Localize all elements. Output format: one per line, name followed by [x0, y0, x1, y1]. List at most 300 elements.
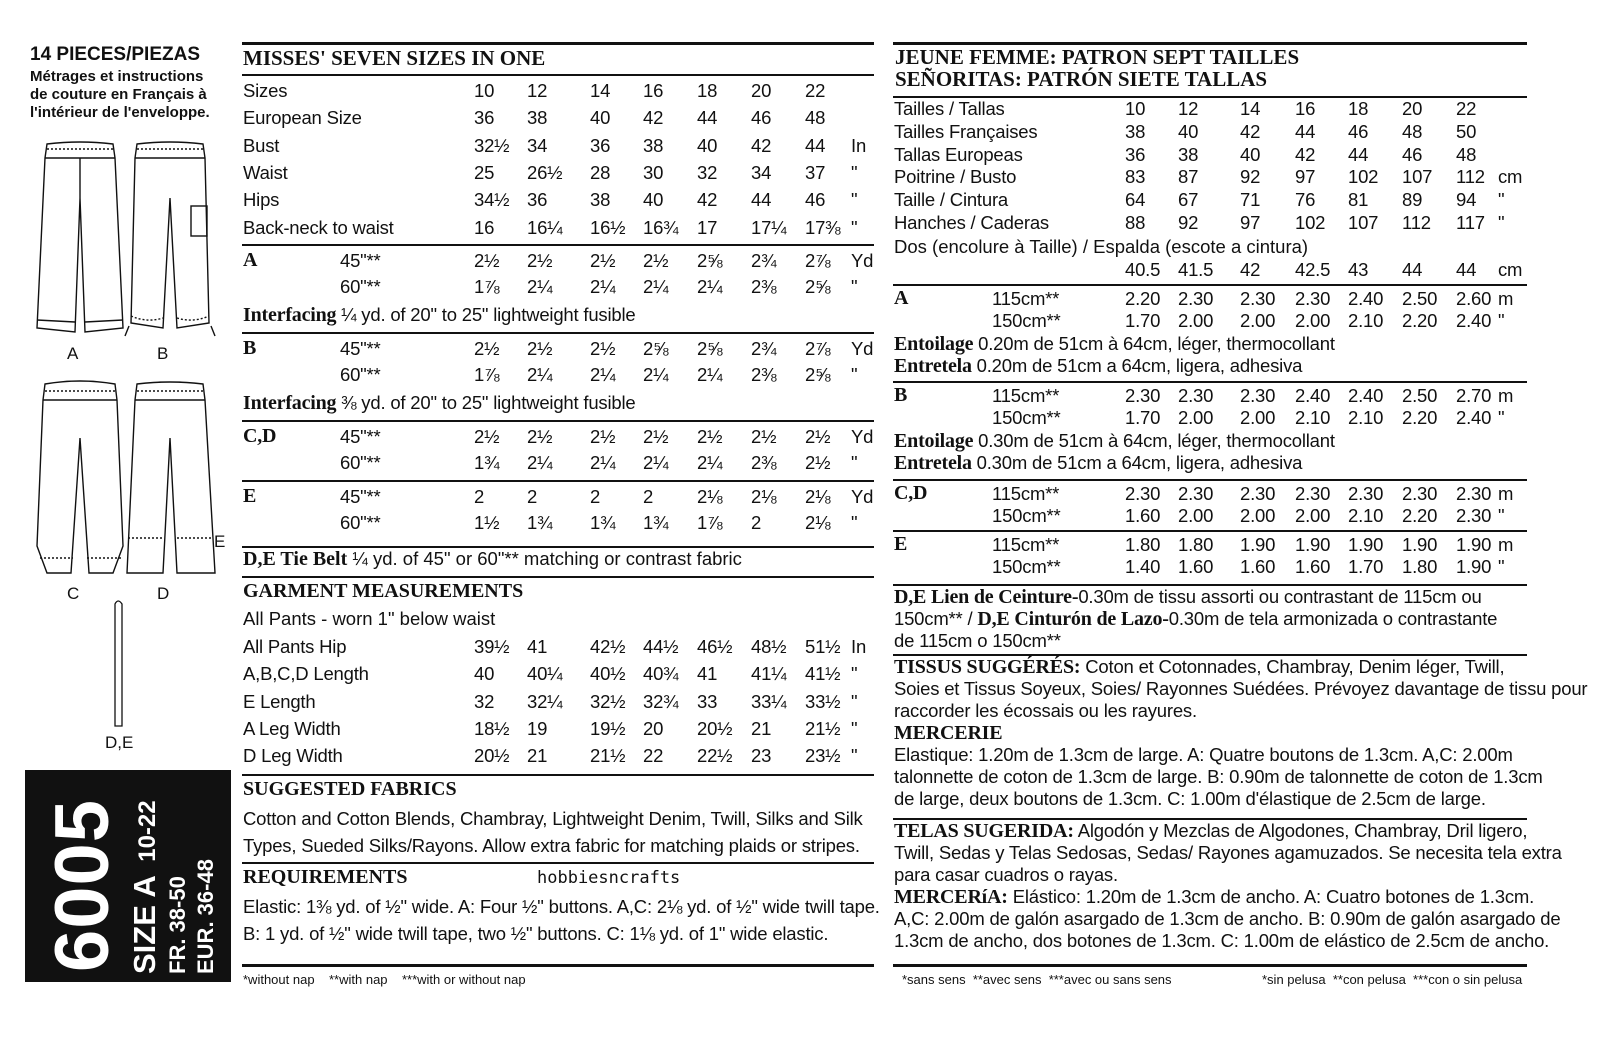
cell-value: 2⅜: [751, 364, 777, 385]
unit: Yd: [851, 486, 874, 507]
cell-value: 2⅞: [805, 338, 831, 359]
cell-value: 16¼: [527, 216, 563, 238]
cell-value: 2¼: [590, 364, 616, 385]
cell-value: 2¼: [643, 452, 669, 473]
telas-label: TELAS SUGERIDA:: [894, 820, 1074, 842]
cell-value: 14: [590, 80, 611, 101]
interfacing-text: ⅜ yd. of 20" to 25" lightweight fusible: [341, 392, 636, 413]
pieces-count: 14 PIECES/PIEZAS: [30, 44, 201, 65]
belt-label-es: D,E Cinturón de Lazo-: [977, 608, 1169, 630]
cell-value: 2⅛: [805, 512, 831, 533]
unit: ": [851, 452, 858, 473]
fabric-width: 60"**: [340, 512, 381, 533]
cell-value: 2.00: [1240, 310, 1276, 331]
cell-value: 48: [1402, 120, 1423, 142]
cell-value: 2.10: [1348, 407, 1384, 428]
cell-value: 39½: [474, 636, 510, 657]
french-title: JEUNE FEMME: PATRON SEPT TAILLES: [895, 45, 1300, 69]
cell-value: 94: [1456, 189, 1477, 211]
cell-value: 23½: [805, 745, 841, 767]
unit: ": [1498, 189, 1505, 211]
cell-value: 2.30: [1178, 385, 1214, 406]
figure-label-e: E: [214, 532, 226, 551]
mercerie-line: talonnette de coton de 1.3cm de large. B: 0.90m de talonnette de coton de 1.3cm: [894, 766, 1543, 787]
cell-value: 2.30: [1125, 385, 1161, 406]
rule: [242, 244, 874, 246]
fabric-width: 60"**: [340, 364, 381, 385]
cell-value: 112: [1402, 212, 1431, 233]
cell-value: 2.00: [1178, 310, 1214, 331]
cell-value: 21: [751, 717, 772, 739]
cell-value: 32½: [590, 690, 626, 712]
pattern-number: 6005: [40, 798, 125, 972]
belt-label-fr: D,E Lien de Ceinture-: [894, 586, 1079, 608]
cell-value: 10: [474, 80, 495, 101]
cell-value: 25: [474, 161, 495, 183]
cell-value: 102: [1295, 212, 1326, 233]
cell-value: 2½: [474, 426, 500, 447]
fabric-width: 60"**: [340, 276, 381, 297]
cell-value: 20: [1402, 98, 1423, 119]
tissus-line: raccorder les écossais ou les rayures.: [894, 700, 1197, 721]
cell-value: 2.20: [1402, 505, 1438, 526]
cell-value: 40.5: [1125, 259, 1161, 280]
cell-value: 2⅞: [805, 250, 831, 271]
row-label: Tailles Françaises: [894, 120, 1038, 142]
interfacing-label: Interfacing: [243, 392, 342, 414]
cell-value: 1⅞: [474, 276, 500, 297]
cell-value: 2.30: [1178, 288, 1214, 309]
cell-value: 2.50: [1402, 288, 1438, 309]
row-label: D Leg Width: [243, 745, 343, 767]
unit: m: [1498, 534, 1514, 555]
cell-value: 22: [643, 745, 664, 767]
requirements-text: [243, 893, 880, 947]
cell-value: 50: [1456, 120, 1477, 142]
cell-value: 102: [1348, 166, 1379, 188]
eur-sizes: EUR. 36-48: [193, 859, 218, 974]
cell-value: 1⅞: [697, 512, 723, 533]
cell-value: 2⅛: [697, 486, 723, 507]
unit: ": [851, 745, 858, 767]
spanish-title: SEÑORITAS: PATRÓN SIETE TALLAS: [895, 67, 1268, 91]
french-note-line: de couture en Français à: [30, 86, 207, 103]
requirements-line: B: 1 yd. of ½" wide twill tape, two ½" buttons. C: 1⅛ yd. of 1" wide elastic.: [243, 923, 829, 944]
cell-value: 107: [1348, 212, 1379, 233]
interfacing-line: [243, 392, 635, 415]
cell-value: 22: [805, 80, 826, 101]
cell-value: 36: [527, 189, 548, 211]
cell-value: 48: [805, 107, 826, 129]
rule: [242, 480, 874, 482]
cell-value: 17: [697, 216, 718, 238]
cell-value: 1⅞: [474, 364, 500, 385]
unit: ": [851, 216, 858, 238]
cell-value: 20: [751, 80, 772, 101]
fabrics-line: Cotton and Cotton Blends, Chambray, Lightweight Denim, Twill, Silks and Silk: [243, 808, 863, 829]
unit: ": [851, 690, 858, 712]
fabric-width: 45"**: [340, 250, 381, 271]
cell-value: 2½: [805, 426, 831, 447]
cell-value: 41: [697, 663, 718, 685]
cell-value: 10: [1125, 98, 1146, 119]
cell-value: 40: [1240, 143, 1261, 165]
cell-value: 1.60: [1295, 556, 1331, 577]
cell-value: 46: [1348, 120, 1369, 142]
unit: ": [851, 512, 858, 533]
cell-value: 2.30: [1240, 385, 1276, 406]
merceria-line: Elástico: 1.20m de 1.3cm de ancho. A: Cuatro botones de 1.3cm.: [1007, 886, 1535, 907]
cell-value: 2⅜: [751, 276, 777, 297]
interfacing-text: ¼ yd. of 20" to 25" lightweight fusible: [341, 304, 636, 325]
cell-value: 41.5: [1178, 259, 1214, 280]
unit: cm: [1498, 259, 1523, 280]
view-label: A: [243, 249, 258, 271]
cell-value: 33: [697, 690, 718, 712]
interfacing-line: [894, 333, 1335, 356]
cell-value: 2⅜: [751, 452, 777, 473]
unit: In: [851, 134, 867, 156]
view-label: A: [894, 287, 909, 309]
cell-value: 2½: [643, 426, 669, 447]
cell-value: 2.30: [1456, 483, 1492, 504]
english-title: MISSES' SEVEN SIZES IN ONE: [243, 46, 546, 70]
cell-value: 28: [590, 161, 611, 183]
cell-value: 1.90: [1402, 534, 1438, 555]
cell-value: 32½: [474, 134, 510, 156]
pants-view-d-illustration: [125, 378, 220, 588]
cell-value: 2½: [697, 426, 723, 447]
row-label: Bust: [243, 134, 280, 156]
cell-value: 22½: [697, 745, 733, 767]
cell-value: 1.60: [1125, 505, 1161, 526]
cell-value: 2.20: [1402, 310, 1438, 331]
fabric-width: 115cm**: [992, 483, 1060, 504]
row-label: Poitrine / Busto: [894, 166, 1017, 188]
cell-value: 1.80: [1125, 534, 1161, 555]
unit: ": [851, 161, 858, 183]
cell-value: 46: [751, 107, 772, 129]
cell-value: 2.00: [1295, 310, 1331, 331]
cell-value: 44: [751, 189, 772, 211]
cell-value: 1¾: [590, 512, 616, 533]
cell-value: 76: [1295, 189, 1316, 211]
cell-value: 1.70: [1125, 310, 1161, 331]
pants-view-a-illustration: [35, 138, 125, 353]
unit: ": [1498, 407, 1505, 428]
belt-text: [894, 586, 1528, 652]
cell-value: 21½: [805, 717, 841, 739]
cell-value: 40: [643, 189, 664, 211]
unit: m: [1498, 385, 1514, 406]
cell-value: 12: [1178, 98, 1199, 119]
size-name: SIZE A: [127, 876, 162, 974]
cell-value: 46: [805, 189, 826, 211]
cell-value: 2¼: [697, 364, 723, 385]
cell-value: 2½: [805, 452, 831, 473]
cell-value: 46: [1402, 143, 1423, 165]
rule: [242, 332, 874, 334]
cell-value: 2.60: [1456, 288, 1492, 309]
merceria-line: A,C: 2.00m de galón asargado de 1.3cm de ancho. B: 0.90m de galón asargado de: [894, 908, 1561, 929]
cell-value: 2½: [590, 338, 616, 359]
fabric-width: 150cm**: [992, 505, 1061, 526]
cell-value: 42: [1240, 259, 1261, 280]
cell-value: 2.30: [1125, 483, 1161, 504]
cell-value: 1.90: [1456, 534, 1492, 555]
unit: ": [851, 364, 858, 385]
cell-value: 1.60: [1240, 556, 1276, 577]
unit: ": [851, 276, 858, 297]
cell-value: 2¼: [527, 276, 553, 297]
cell-value: 2.50: [1402, 385, 1438, 406]
cell-value: 44: [1295, 120, 1316, 142]
cell-value: 2.20: [1125, 288, 1161, 309]
rule: [893, 381, 1527, 383]
cell-value: 2¼: [697, 276, 723, 297]
view-label: C,D: [243, 425, 277, 447]
row-label: Hanches / Caderas: [894, 212, 1049, 233]
cell-value: 2.40: [1348, 288, 1384, 309]
figure-label-b: B: [157, 344, 169, 363]
interfacing-line: [894, 452, 1302, 475]
cell-value: 20½: [697, 717, 733, 739]
interfacing-label: Entretela: [894, 452, 977, 474]
unit: ": [1498, 212, 1505, 233]
cell-value: 2.70: [1456, 385, 1492, 406]
cell-value: 18: [1348, 98, 1369, 119]
cell-value: 2.00: [1295, 505, 1331, 526]
view-label: C,D: [894, 482, 928, 504]
cell-value: 2.20: [1402, 407, 1438, 428]
cell-value: 117: [1456, 212, 1485, 233]
cell-value: 32¼: [527, 690, 563, 712]
cell-value: 12: [527, 80, 548, 101]
cell-value: 44: [1348, 143, 1369, 165]
cell-value: 19: [527, 717, 548, 739]
tie-belt-illustration: [110, 600, 130, 735]
telas-line: Algodón y Mezclas de Algodones, Chambray, Dril ligero,: [1073, 820, 1528, 841]
belt-text-es-b: de 115cm o 150cm**: [894, 630, 1061, 651]
row-label: Back-neck to waist: [243, 216, 394, 238]
interfacing-text: 0.30m de 51cm à 64cm, léger, thermocollant: [978, 430, 1335, 451]
cell-value: 30: [643, 161, 664, 183]
cell-value: 36: [474, 107, 495, 129]
unit: ": [1498, 310, 1505, 331]
row-label: Waist: [243, 161, 288, 183]
cell-value: 40: [1178, 120, 1199, 142]
cell-value: 2.00: [1178, 407, 1214, 428]
mercerie-line: Elastique: 1.20m de 1.3cm de large. A: Quatre boutons de 1.3cm. A,C: 2.00m: [894, 744, 1513, 765]
unit: Yd: [851, 250, 874, 271]
cell-value: 36: [1125, 143, 1146, 165]
cell-value: 44: [805, 134, 826, 156]
belt-text-es: 0.30m de tela armonizada o contrastante: [1168, 608, 1498, 629]
cell-value: 37: [805, 161, 826, 183]
cell-value: 42½: [590, 636, 626, 657]
cell-value: 40¼: [527, 663, 563, 685]
cell-value: 21: [527, 745, 548, 767]
view-label: E: [894, 533, 908, 555]
rule: [893, 530, 1527, 532]
cell-value: 2.30: [1402, 483, 1438, 504]
interfacing-label: Entoilage: [894, 430, 979, 452]
fabric-width: 115cm**: [992, 288, 1060, 309]
unit: ": [851, 663, 858, 685]
merceria-line: 1.3cm de ancho, dos botones de 1.3cm. C: 1.00m de elástico de 2.5cm de ancho.: [894, 930, 1550, 951]
cell-value: 42: [1240, 120, 1261, 142]
cell-value: 40¾: [643, 663, 679, 685]
unit: ": [851, 189, 858, 211]
cell-value: 1.80: [1178, 534, 1214, 555]
cell-value: 2½: [474, 338, 500, 359]
row-label: Tallas Europeas: [894, 143, 1023, 165]
fabric-width: 60"**: [340, 452, 381, 473]
cell-value: 26½: [527, 161, 563, 183]
unit: ": [851, 717, 858, 739]
view-label: E: [243, 485, 257, 507]
cell-value: 38: [527, 107, 548, 129]
cell-value: 34: [751, 161, 772, 183]
rule: [242, 420, 874, 422]
cell-value: 16: [1295, 98, 1316, 119]
cell-value: 2⅝: [805, 276, 831, 297]
cell-value: 22: [1456, 98, 1477, 119]
tissus-line: Soies et Tissus Soyeux, Soies/ Rayonnes Suédées. Prévoyez davantage de tissu pour: [894, 678, 1588, 699]
cell-value: 2.30: [1348, 483, 1384, 504]
size-label: [127, 800, 163, 974]
cell-value: 40: [474, 663, 495, 685]
cell-value: 17⅜: [805, 216, 841, 238]
view-label: B: [243, 337, 257, 359]
unit: Yd: [851, 338, 874, 359]
size-range: 10-22: [134, 800, 161, 862]
cell-value: 2¼: [527, 452, 553, 473]
cell-value: 1¾: [527, 512, 553, 533]
french-note: [30, 68, 210, 122]
cell-value: 14: [1240, 98, 1261, 119]
cell-value: 46½: [697, 636, 733, 657]
cell-value: 2.30: [1295, 483, 1331, 504]
cell-value: 2¼: [643, 276, 669, 297]
view-label: B: [894, 384, 908, 406]
cell-value: 2½: [527, 426, 553, 447]
cell-value: 2.00: [1240, 407, 1276, 428]
cell-value: 33¼: [751, 690, 787, 712]
telas-line: Twill, Sedas y Telas Sedosas, Sedas/ Rayones agamuzados. Se necesita tela extra: [894, 842, 1562, 863]
cell-value: 2½: [527, 338, 553, 359]
unit: Yd: [851, 426, 874, 447]
cell-value: 2.10: [1348, 310, 1384, 331]
cell-value: 2⅝: [697, 250, 723, 271]
interfacing-label: Entoilage: [894, 333, 979, 355]
cell-value: 51½: [805, 636, 841, 657]
dos-label: Dos (encolure à Taille) / Espalda (escote a cintura): [894, 236, 1309, 257]
figure-label-de: D,E: [105, 733, 134, 752]
cell-value: 41½: [805, 663, 841, 685]
cell-value: 33½: [805, 690, 841, 712]
fabric-width: 45"**: [340, 338, 381, 359]
cell-value: 92: [1178, 212, 1199, 233]
cell-value: 44: [1402, 259, 1423, 280]
row-label: All Pants Hip: [243, 636, 347, 657]
cell-value: 34½: [474, 189, 510, 211]
cell-value: 40: [590, 107, 611, 129]
belt-text-fr: 0.30m de tissu assorti ou contrastant de 115cm ou: [1078, 586, 1482, 607]
cell-value: 2¼: [590, 452, 616, 473]
cell-value: 2: [751, 512, 762, 533]
french-note-line: Métrages et instructions: [30, 68, 204, 85]
tie-belt-label: D,E Tie Belt: [243, 548, 348, 570]
fabric-width: 150cm**: [992, 407, 1061, 428]
row-label: Tailles / Tallas: [894, 98, 1005, 119]
pattern-number-block: [25, 770, 231, 982]
cell-value: 64: [1125, 189, 1146, 211]
cell-value: 2.30: [1240, 288, 1276, 309]
fabric-width: 150cm**: [992, 310, 1061, 331]
cell-value: 38: [590, 189, 611, 211]
cell-value: 32: [474, 690, 495, 712]
fabric-width: 115cm**: [992, 385, 1060, 406]
cell-value: 43: [1348, 259, 1369, 280]
cell-value: 48½: [751, 636, 787, 657]
cell-value: 2.10: [1295, 407, 1331, 428]
cell-value: 2½: [590, 426, 616, 447]
cell-value: 2½: [527, 250, 553, 271]
cell-value: 2¼: [590, 276, 616, 297]
interfacing-text: 0.20m de 51cm a 64cm, ligera, adhesiva: [976, 355, 1303, 376]
cell-value: 88: [1125, 212, 1146, 233]
cell-value: 1½: [474, 512, 500, 533]
cell-value: 1.90: [1240, 534, 1276, 555]
cell-value: 2.40: [1456, 407, 1492, 428]
cell-value: 44: [1456, 259, 1477, 280]
cell-value: 19½: [590, 717, 626, 739]
cell-value: 48: [1456, 143, 1477, 165]
cell-value: 2⅝: [697, 338, 723, 359]
cell-value: 1.90: [1295, 534, 1331, 555]
cell-value: 23: [751, 745, 772, 767]
cell-value: 89: [1402, 189, 1423, 211]
watermark: hobbiesncrafts: [537, 868, 681, 888]
mercerie-label: MERCERIE: [894, 722, 1003, 744]
cell-value: 1.60: [1178, 556, 1214, 577]
cell-value: 2: [590, 486, 601, 507]
cell-value: 2.00: [1178, 505, 1214, 526]
spanish-footnote: *sin pelusa **con pelusa ***con o sin pelusa: [1262, 972, 1523, 987]
cell-value: 1.70: [1348, 556, 1384, 577]
cell-value: 41: [527, 636, 548, 657]
cell-value: 21½: [590, 745, 626, 767]
cell-value: 40: [697, 134, 718, 156]
cell-value: 67: [1178, 189, 1199, 211]
cell-value: 38: [1178, 143, 1199, 165]
cell-value: 112: [1456, 166, 1485, 188]
mercerie-line: de large, deux boutons de 1.3cm. C: 1.00m d'élastique de 2.5cm de large.: [894, 788, 1486, 809]
fabric-width: 150cm**: [992, 556, 1061, 577]
interfacing-label: Entretela: [894, 355, 977, 377]
pants-view-c-illustration: [35, 378, 125, 588]
cell-value: 1.90: [1456, 556, 1492, 577]
row-label: Hips: [243, 189, 280, 211]
cell-value: 83: [1125, 166, 1146, 188]
cell-value: 1.40: [1125, 556, 1161, 577]
cell-value: 1.90: [1348, 534, 1384, 555]
pants-view-b-illustration: [125, 138, 215, 353]
cell-value: 1¾: [474, 452, 500, 473]
cell-value: 2½: [751, 426, 777, 447]
merceria-label: MERCERíA:: [894, 886, 1008, 908]
